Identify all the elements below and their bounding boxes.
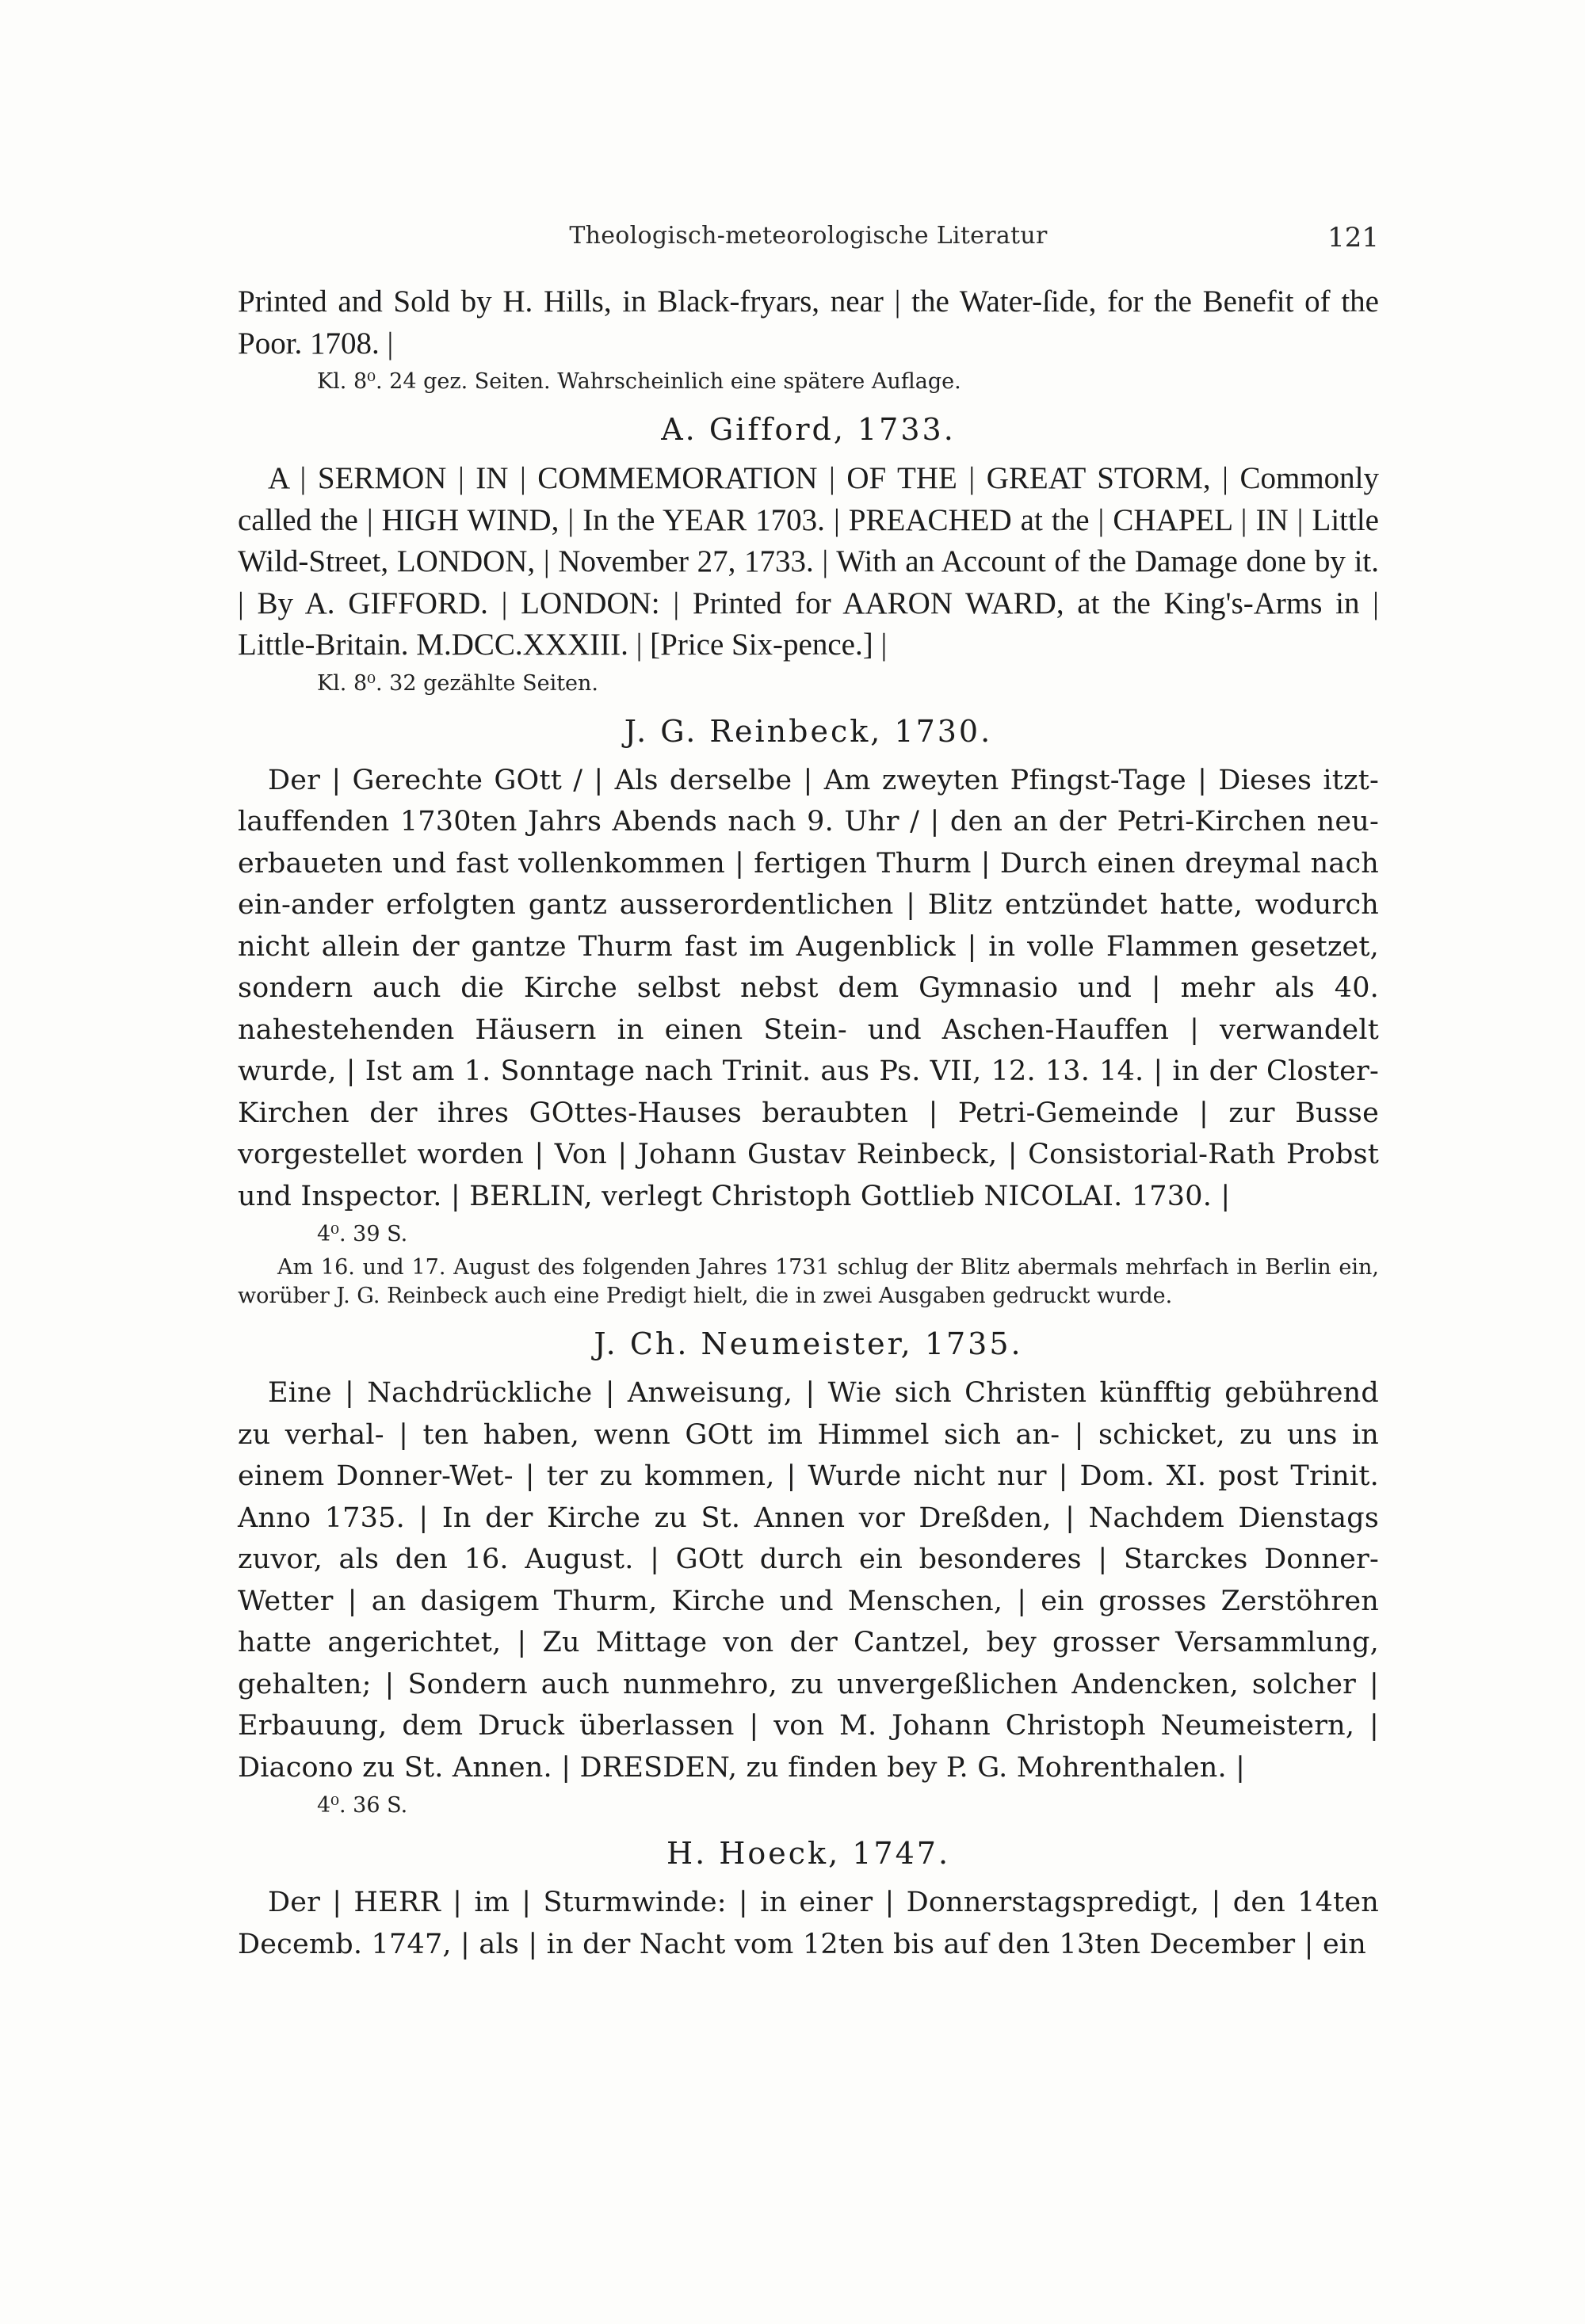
entry-body-gifford: A | SERMON | IN | COMMEMORATION | OF THE | GREAT STORM, | Commonly called the | HIGH WIND, | In the YEAR 1703. | PREACHED at the | CHAPEL | IN | Little Wild-Street, LONDON, | November 27, 1733. | With an Account of the Damage done by it. | By A. GIFFORD. | LONDON: | Printed for AARON WARD, at the King's-Arms in | Little-Britain. M.DCC.XXXIII. | [Price Six-pence.] | [238,461,1379,662]
entry-heading-gifford: A. Gifford, 1733. [661,412,956,447]
entry-body-hoeck: Der | HERR | im | Sturmwinde: | in einer | Donnerstagspredigt, | den 14ten Decemb. 1747, | als | in der Nacht vom 12ten bis auf den 13ten December | ein [238,1887,1379,1960]
entry-body-hills: Printed and Sold by H. Hills, in Black-fryars, near | the Water-ſide, for the Benefit of the Poor. 1708. | [238,284,1379,361]
entry-heading-neumeister: J. Ch. Neumeister, 1735. [594,1326,1023,1361]
entry-heading-hoeck: H. Hoeck, 1747. [666,1836,951,1871]
page-number: 121 [1327,222,1379,254]
entry-note-hills: Kl. 8⁰. 24 gez. Seiten. Wahrscheinlich eine spätere Auflage. [317,369,961,394]
entry-body-reinbeck: Der | Gerechte GOtt / | Als derselbe | Am zweyten Pfingst-Tage | Dieses itzt-lauffenden 1730ten Jahrs Abends nach 9. Uhr / | den an der Petri-Kirchen neu-erbaueten und fast vollenkommen | fertigen Thurm | Durch einen dreymal nach ein-ander erfolgten gantz ausserordentlichen | Blitz entzündet hatte, wodurch nicht allein der gantze Thurm fast im Augenblick | in volle Flammen gesetzet, sondern auch die Kirche selbst nebst dem Gymnasio und | mehr als 40. nahestehenden Häusern in einen Stein- und Aschen-Hauffen | verwandelt wurde, | Ist am 1. Sonntage nach Trinit. aus Ps. VII, 12. 13. 14. | in der Closter-Kirchen der ihres GOttes-Hauses beraubten | Petri-Gemeinde | zur Busse vorgestellet worden | Von | Johann Gustav Reinbeck, | Consistorial-Rath Probst und Inspector. | BERLIN, verlegt Christoph Gottlieb NICOLAI. 1730. | [238,764,1379,1212]
page-content [238,281,1379,1965]
entry-heading-reinbeck: J. G. Reinbeck, 1730. [624,713,993,749]
entry-note-gifford: Kl. 8⁰. 32 gezählte Seiten. [317,670,599,696]
entry-remark-reinbeck: Am 16. und 17. August des folgenden Jahres 1731 schlug der Blitz abermals mehrfach in Berlin ein, worüber J. G. Reinbeck auch eine Predigt hielt, die in zwei Ausgaben gedruckt wurde. [238,1255,1379,1308]
entry-note-neumeister: 4⁰. 36 S. [317,1793,408,1818]
entry-note-reinbeck: 4⁰. 39 S. [317,1222,408,1246]
running-head [238,222,1379,261]
entry-body-neumeister: Eine | Nachdrückliche | Anweisung, | Wie sich Christen künfftig gebührend zu verhal- | ten haben, wenn GOtt im Himmel sich an- | schicket, zu uns in einem Donner-Wet- | ter zu kommen, | Wurde nicht nur | Dom. XI. post Trinit. Anno 1735. | In der Kirche zu St. Annen vor Dreßden, | Nachdem Dienstags zuvor, als den 16. August. | GOtt durch ein besonderes | Starckes Donner-Wetter | an dasigem Thurm, Kirche und Menschen, | ein grosses Zerstöhren hatte angerichtet, | Zu Mittage von der Cantzel, bey grosser Versammlung, gehalten; | Sondern auch nunmehro, zu unvergeßlichen Andencken, solcher | Erbauung, dem Druck überlassen | von M. Johann Christoph Neumeistern, | Diacono zu St. Annen. | DRESDEN, zu finden bey P. G. Mohrenthalen. | [238,1377,1379,1784]
running-title: Theologisch-meteorologische Literatur [569,222,1048,250]
